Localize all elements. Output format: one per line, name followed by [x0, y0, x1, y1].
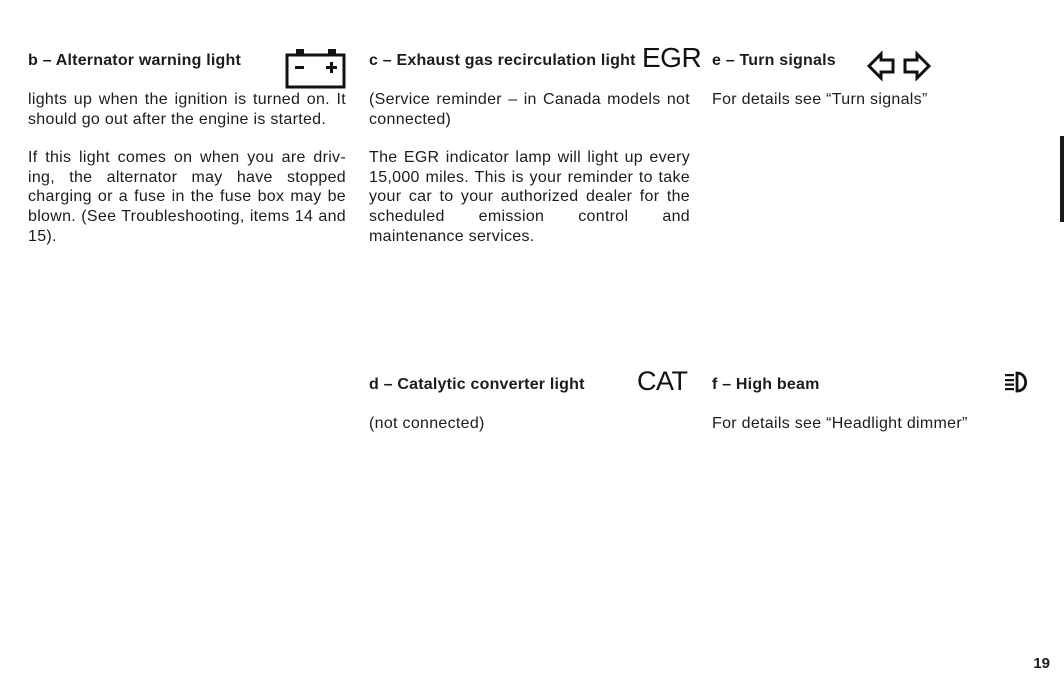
- section-header: [369, 40, 702, 84]
- section-header: [712, 40, 1032, 84]
- paragraph: (not connected): [369, 415, 485, 432]
- section-header: [712, 364, 1032, 408]
- section-title: b – Alternator warning light: [28, 52, 242, 69]
- section-title: e – Turn signals: [712, 52, 836, 69]
- cat-symbol: CAT: [637, 366, 688, 396]
- page-number: 19: [1033, 655, 1050, 672]
- section-egr-light: [369, 40, 702, 246]
- paragraph: If this light comes on when you are driv-ing, the alternator may have stopped charging or a fuse in the fuse box may be blown. (See Troubleshooting, items 14 and 15).: [28, 149, 346, 245]
- section-catalytic-converter-light: [369, 364, 690, 434]
- section-title: d – Catalytic converter light: [369, 376, 585, 393]
- paragraph: The EGR indicator lamp will light up every 15,000 miles. This is your reminder to take your car to your authorized dealer for the scheduled emission control and maintenance services.: [369, 149, 690, 245]
- paragraph: (Service reminder – in Canada models not connected): [369, 91, 690, 128]
- high-beam-icon: [1004, 370, 1032, 394]
- edge-thumb-tab: [1060, 136, 1064, 222]
- section-turn-signals: [712, 40, 1032, 110]
- paragraph: For details see “Turn signals”: [712, 91, 928, 108]
- section-header: [28, 40, 346, 84]
- paragraph: lights up when the ignition is turned on. It should go out after the engine is started.: [28, 91, 346, 128]
- paragraph: For details see “Headlight dimmer”: [712, 415, 968, 432]
- section-title: c – Exhaust gas recirculation light: [369, 52, 636, 69]
- egr-symbol: EGR: [642, 42, 702, 73]
- section-high-beam: [712, 364, 1032, 434]
- section-alternator-warning-light: [28, 40, 346, 246]
- section-header: [369, 364, 690, 408]
- section-title: f – High beam: [712, 376, 820, 393]
- battery-icon: [282, 46, 348, 90]
- turn-signal-arrows-icon: [866, 50, 932, 82]
